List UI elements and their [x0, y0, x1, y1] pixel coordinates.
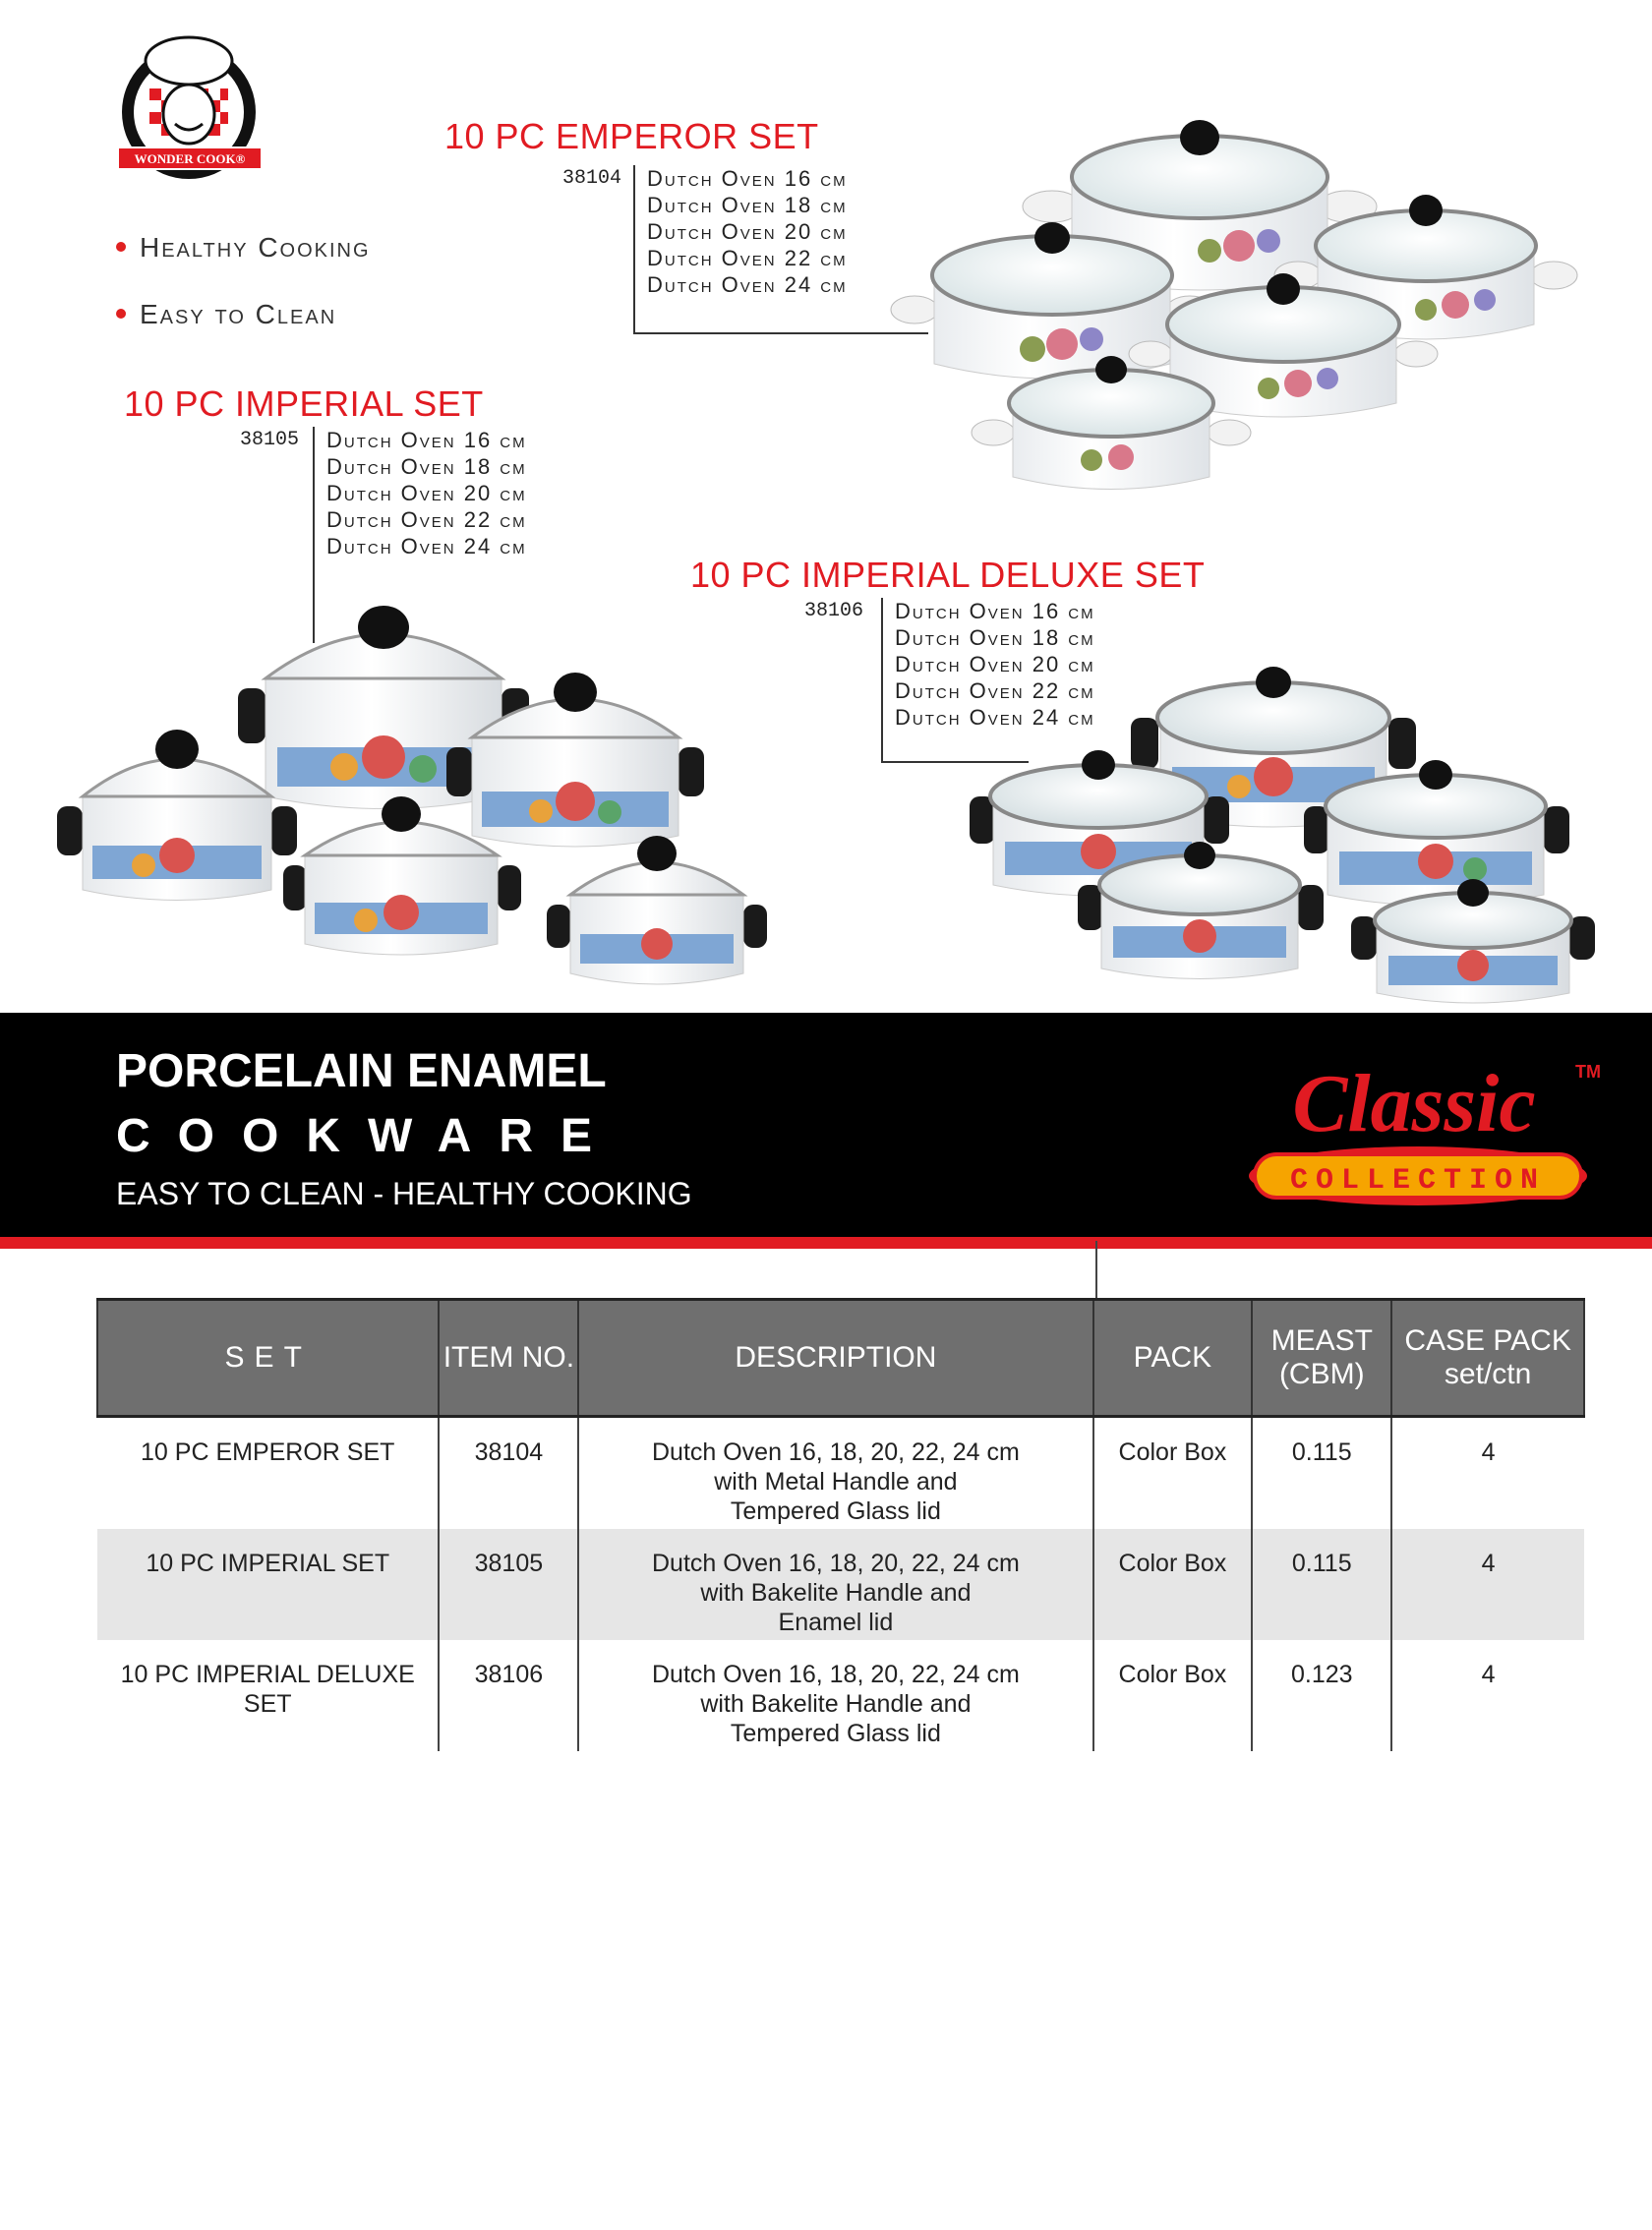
set-title-imperial: 10 PC IMPERIAL SET [124, 383, 484, 424]
set-code-emperor: 38104 [562, 167, 622, 190]
cell-set: 10 PC IMPERIAL DELUXE SET [97, 1640, 439, 1751]
header-pack: PACK [1093, 1300, 1253, 1417]
cell-meast: 0.123 [1252, 1640, 1391, 1751]
set-title-emperor: 10 PC EMPEROR SET [444, 116, 819, 156]
table-connector-line [1095, 1241, 1097, 1298]
bullet-item: Easy to Clean [116, 299, 371, 330]
header-set: SET [97, 1300, 439, 1417]
product-table [96, 1298, 1585, 1751]
cell-case-pack: 4 [1391, 1529, 1584, 1640]
classic-collection-logo [1241, 1028, 1601, 1221]
cell-description: Dutch Oven 16, 18, 20, 22, 24 cm with Bakelite Handle and Enamel lid [578, 1529, 1092, 1640]
cell-description: Dutch Oven 16, 18, 20, 22, 24 cm with Metal Handle and Tempered Glass lid [578, 1417, 1092, 1530]
classic-text: Classic [1292, 1058, 1536, 1149]
header-item-no: ITEM NO. [439, 1300, 578, 1417]
cell-pack: Color Box [1093, 1640, 1253, 1751]
spec-list-emperor: Dutch Oven 16 cm Dutch Oven 18 cm Dutch Oven 20 cm Dutch Oven 22 cm Dutch Oven 24 cm [633, 165, 848, 332]
cell-case-pack: 4 [1391, 1417, 1584, 1530]
cell-set: 10 PC EMPEROR SET [97, 1417, 439, 1530]
set-title-imperial-deluxe: 10 PC IMPERIAL DELUXE SET [690, 555, 1206, 595]
cell-item-no: 38106 [439, 1640, 578, 1751]
leader-line [313, 427, 315, 643]
header-case-pack: CASE PACK set/ctn [1391, 1300, 1584, 1417]
bullet-item: Healthy Cooking [116, 232, 371, 264]
collection-text: COLLECTION [1289, 1164, 1547, 1198]
cell-item-no: 38104 [439, 1417, 578, 1530]
table-row [97, 1529, 1584, 1640]
brand-logo [110, 29, 267, 187]
emperor-set-image [885, 49, 1593, 511]
table-header-row [97, 1300, 1584, 1417]
spec-list-imperial: Dutch Oven 16 cm Dutch Oven 18 cm Dutch Oven 20 cm Dutch Oven 22 cm Dutch Oven 24 cm [313, 427, 527, 643]
cell-meast: 0.115 [1252, 1417, 1391, 1530]
header-meast: MEAST (CBM) [1252, 1300, 1391, 1417]
bullet-dot-icon [116, 242, 126, 252]
cell-meast: 0.115 [1252, 1529, 1391, 1640]
cell-item-no: 38105 [439, 1529, 578, 1640]
imperial-set-image [79, 600, 787, 1013]
table-row [97, 1640, 1584, 1751]
spec-list-imperial-deluxe: Dutch Oven 16 cm Dutch Oven 18 cm Dutch Oven 20 cm Dutch Oven 22 cm Dutch Oven 24 cm [881, 598, 1095, 761]
cell-pack: Color Box [1093, 1417, 1253, 1530]
cell-set: 10 PC IMPERIAL SET [97, 1529, 439, 1640]
trademark-text: TM [1575, 1062, 1601, 1082]
bullet-dot-icon [116, 309, 126, 319]
banner-red-stripe [0, 1237, 1652, 1249]
banner-title-line1: PORCELAIN ENAMEL [116, 1045, 607, 1097]
cell-case-pack: 4 [1391, 1640, 1584, 1751]
set-code-imperial-deluxe: 38106 [804, 600, 864, 622]
logo-text: WONDER COOK® [134, 151, 246, 166]
feature-bullets [116, 232, 371, 366]
header-description: DESCRIPTION [578, 1300, 1092, 1417]
set-code-imperial: 38105 [240, 429, 300, 451]
table-row [97, 1417, 1584, 1530]
banner-title-line2: COOKWARE [116, 1110, 620, 1162]
imperial-deluxe-set-image [974, 639, 1622, 1013]
banner-subtitle: EASY TO CLEAN - HEALTHY COOKING [116, 1176, 692, 1211]
cell-description: Dutch Oven 16, 18, 20, 22, 24 cm with Bakelite Handle and Tempered Glass lid [578, 1640, 1092, 1751]
leader-line [633, 332, 928, 334]
cell-pack: Color Box [1093, 1529, 1253, 1640]
